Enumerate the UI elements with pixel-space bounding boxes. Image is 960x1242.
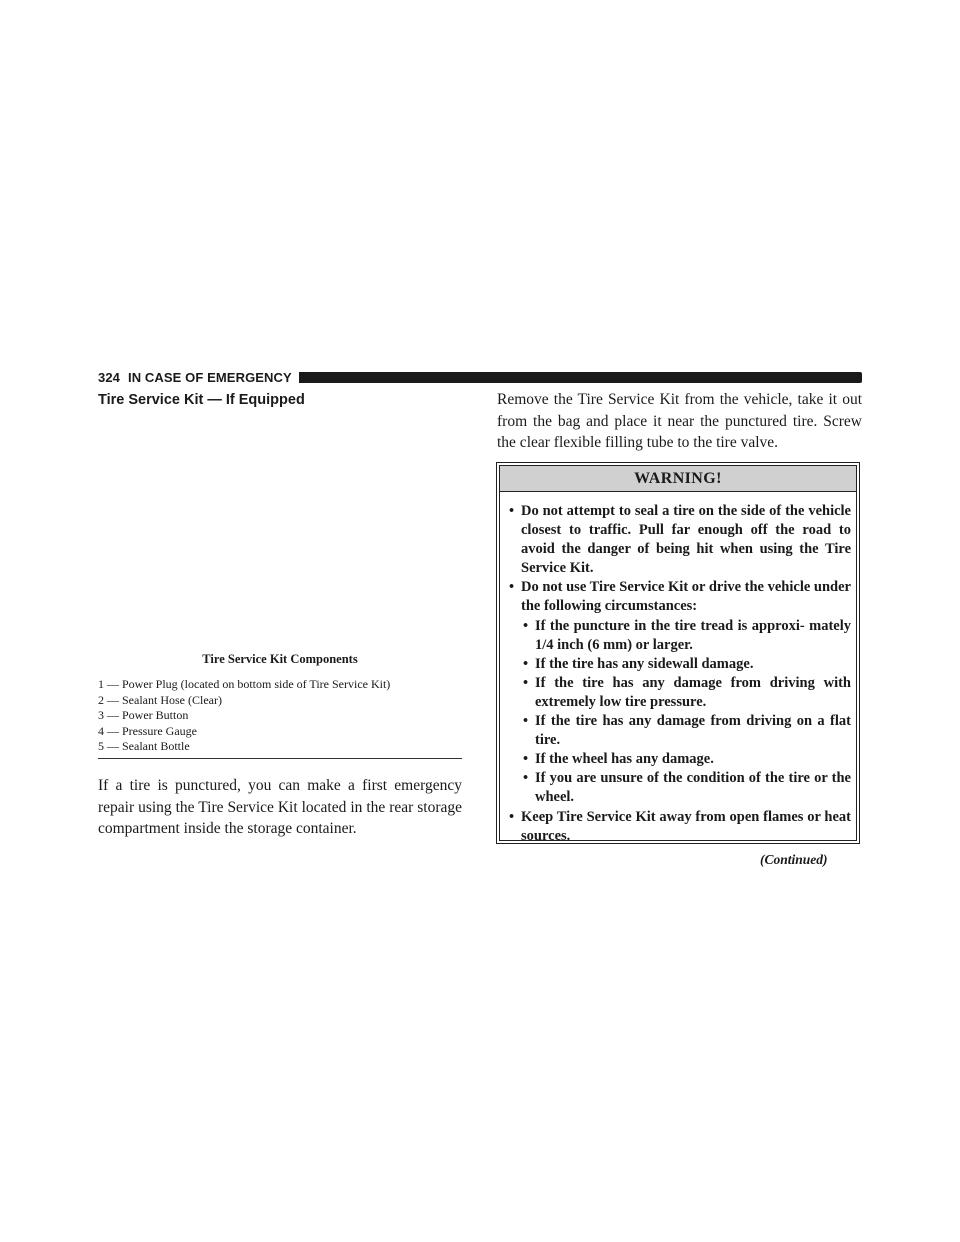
warning-sub-item: [523, 712, 851, 750]
bullet-icon: •: [523, 655, 529, 672]
warning-sub-item: [523, 750, 851, 769]
warning-sub-item: [523, 617, 851, 655]
warning-item: [509, 502, 851, 578]
legend-item: 4 — Pressure Gauge: [98, 723, 197, 738]
bullet-icon: •: [523, 751, 529, 768]
bullet-icon: •: [523, 617, 529, 634]
legend-item: 2 — Sealant Hose (Clear): [98, 692, 222, 707]
legend-item: 5 — Sealant Bottle: [98, 739, 190, 753]
header-rule: [299, 372, 862, 383]
warning-sub-item-text: If the wheel has any damage.: [535, 751, 714, 768]
warning-sub-item-text: If the puncture in the tire tread is approxi- mately 1/4 inch (6 mm) or larger.: [535, 617, 851, 653]
warning-box: [496, 462, 860, 844]
instruction-paragraph: Remove the Tire Service Kit from the vehicle, take it out from the bag and place it near the punctured tire. Screw the clear flexible filling tube to the tire valve.: [497, 391, 862, 451]
warning-item-text: Keep Tire Service Kit away from open flames or heat sources.: [521, 808, 851, 844]
legend-item: 1 — Power Plug (located on bottom side of Tire Service Kit): [98, 677, 391, 691]
bullet-icon: •: [509, 808, 515, 825]
bullet-icon: •: [509, 503, 515, 519]
warning-sub-item-text: If the tire has any damage from driving on a flat tire.: [535, 713, 851, 749]
continued-label: (Continued): [760, 852, 828, 867]
warning-list: [500, 492, 856, 846]
warning-item: [509, 578, 851, 807]
page-header: [98, 369, 862, 385]
warning-item: [509, 808, 851, 846]
page-number: 324: [98, 369, 120, 385]
legend-item: 3 — Power Button: [98, 708, 189, 722]
warning-sub-item-text: If you are unsure of the condition of the tire or the wheel.: [535, 770, 851, 806]
warning-item-text: Do not use Tire Service Kit or drive the vehicle under the following circumstances:: [521, 579, 851, 615]
bullet-icon: •: [523, 674, 529, 691]
figure-legend: [98, 677, 462, 759]
bullet-icon: •: [523, 770, 529, 787]
warning-item-text: Do not attempt to seal a tire on the side of the vehicle closest to traffic. Pull far enough off the road to avoid the danger of being hit when using the Tire Service Kit.: [521, 503, 851, 577]
bullet-icon: •: [523, 713, 529, 730]
warning-sub-item-text: If the tire has any sidewall damage.: [535, 655, 754, 672]
section-title: Tire Service Kit — If Equipped: [98, 392, 305, 408]
warning-title: WARNING!: [500, 466, 856, 492]
warning-sub-item: [523, 769, 851, 807]
warning-sub-list: [521, 617, 851, 808]
warning-sub-item: [523, 674, 851, 712]
warning-sub-item-text: If the tire has any damage from driving with extremely low tire pressure.: [535, 674, 851, 710]
figure-caption: Tire Service Kit Components: [202, 652, 358, 666]
warning-sub-item: [523, 655, 851, 674]
bullet-icon: •: [509, 579, 515, 596]
warning-frame: [499, 465, 857, 844]
section-name: IN CASE OF EMERGENCY: [128, 369, 292, 385]
intro-paragraph: If a tire is punctured, you can make a first emergency repair using the Tire Service Kit located in the rear storage compartment inside the storage container.: [98, 777, 462, 837]
